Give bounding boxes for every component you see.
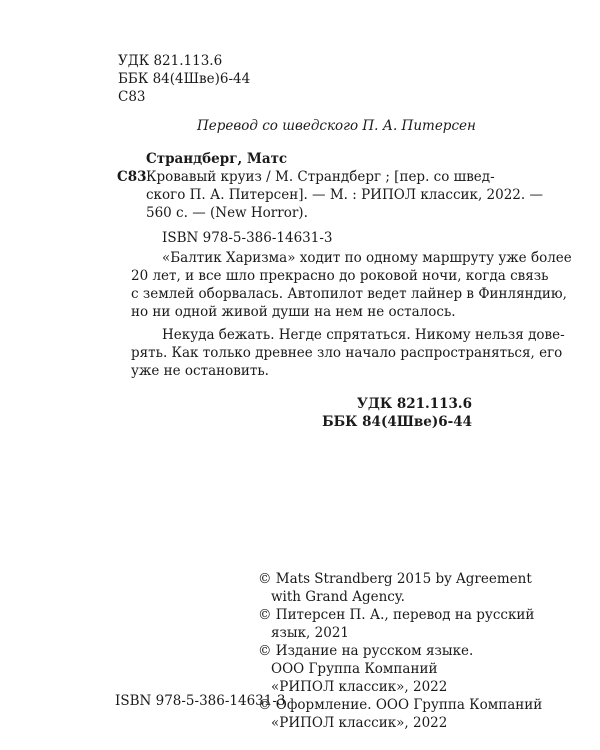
translator-note: Перевод со шведского П. А. Питерсен <box>197 118 476 134</box>
annotation-line: «Балтик Харизма» ходит по одному маршруту уже более <box>162 250 572 266</box>
copyright-block <box>258 570 542 732</box>
copyright-line: © Питерсен П. А., перевод на русский <box>258 607 535 623</box>
annotation-line: рять. Как только древнее зло начало распространяться, его <box>131 345 563 361</box>
catalog-isbn: ISBN 978-5-386-14631-3 <box>162 230 333 246</box>
bbk-code: ББК 84(4Шве)6-44 <box>118 71 251 87</box>
author-heading: Страндберг, Матс <box>146 151 288 167</box>
copyright-line: ООО Группа Компаний <box>271 661 438 677</box>
catalog-description <box>146 168 543 222</box>
catalog-line: ского П. А. Питерсен]. — М. : РИПОЛ классик, 2022. — <box>146 187 543 203</box>
annotation-line: но ни одной живой души на нем не осталось. <box>131 304 456 320</box>
catalog-left-mark: С83 <box>117 169 147 185</box>
right-bbk-code: ББК 84(4Шве)6-44 <box>322 414 472 430</box>
copyright-line: «РИПОЛ классик», 2022 <box>271 715 448 731</box>
annotation-line: с землей оборвалась. Автопилот ведет лайнер в Финляндию, <box>131 286 567 302</box>
udk-code: УДК 821.113.6 <box>118 53 223 69</box>
annotation-line: Некуда бежать. Негде спрятаться. Никому нельзя дове- <box>162 327 565 343</box>
right-udk-code: УДК 821.113.6 <box>356 396 472 412</box>
catalog-line: 560 с. — (New Horror). <box>146 205 308 221</box>
copyright-line: © Mats Strandberg 2015 by Agreement <box>258 571 532 587</box>
copyright-line: язык, 2021 <box>271 625 350 641</box>
annotation-paragraph-2 <box>131 326 565 380</box>
right-codes <box>322 395 472 431</box>
copyright-line: «РИПОЛ классик», 2022 <box>271 679 448 695</box>
bottom-isbn: ISBN 978-5-386-14631-3 <box>115 693 286 709</box>
header-codes <box>118 52 250 106</box>
catalog-line: Кровавый круиз / М. Страндберг ; [пер. со швед- <box>146 169 495 185</box>
annotation-paragraph-1 <box>131 249 572 321</box>
copyright-line: © Оформление. ООО Группа Компаний <box>258 697 543 713</box>
copyright-line: © Издание на русском языке. <box>258 643 474 659</box>
author-mark: С83 <box>118 89 146 105</box>
annotation-line: уже не остановить. <box>131 363 269 379</box>
annotation-line: 20 лет, и все шло прекрасно до роковой ночи, когда связь <box>131 268 549 284</box>
copyright-line: with Grand Agency. <box>271 589 405 605</box>
